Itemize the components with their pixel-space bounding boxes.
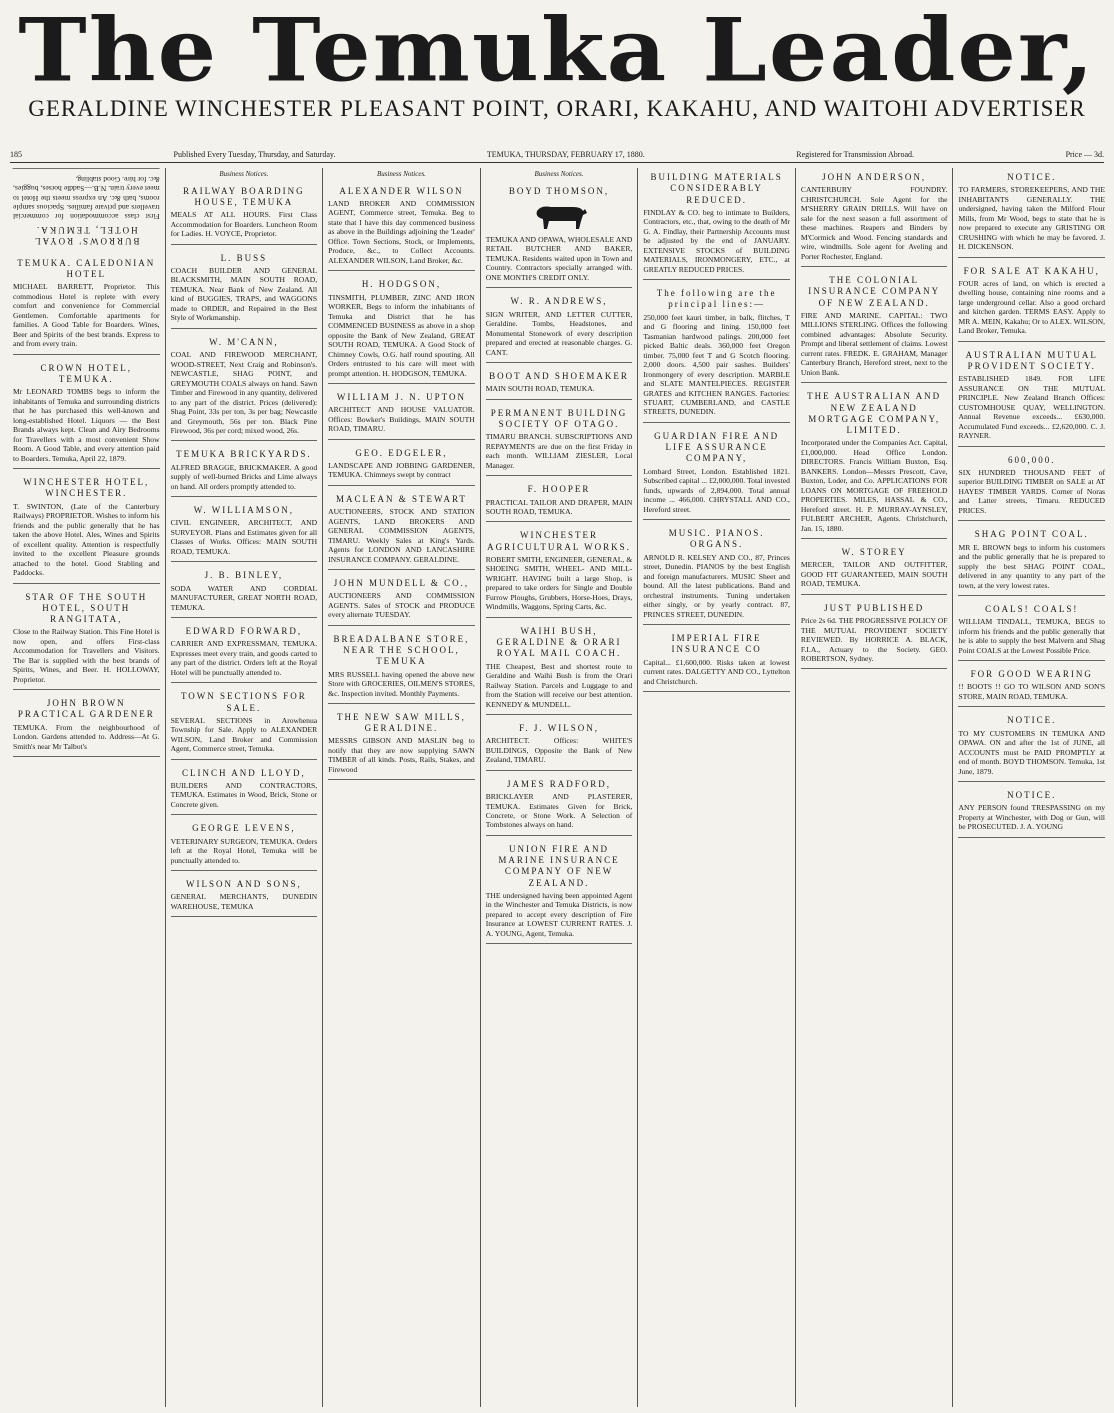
advertisement (643, 168, 790, 280)
ad-body: First class accommodation for commercial travellers and private families. Spacious sample rooms, bath &c. An express meets the Hotel to meet every train. N.B.—Saddle horses, buggies, &c. for hire. Good stabling. (13, 174, 160, 222)
ad-title: JOHN MUNDELL & CO., (333, 578, 470, 589)
ad-title: THE NEW SAW MILLS, GERALDINE. (336, 711, 466, 734)
advertisement (328, 182, 475, 272)
advertisement (801, 168, 948, 267)
ad-body: Mr LEONARD TOMBS begs to inform the inhabitants of Temuka and surrounding districts that he has purchased this well-known and long-established Hotel. Liquors — the Best Brands always kept. Clean and Airy Bedrooms for Travellers with a most convenient Show Room. A Good Table, and every attention paid to Boarders. Temuka, April 22, 1879. (13, 387, 160, 463)
advertisement (486, 182, 633, 289)
ad-body: ESTABLISHED 1849. FOR LIFE ASSURANCE ON THE MUTUAL PRINCIPLE. New Zealand Branch Offices: CUSTOMHOUSE QUAY, WELLINGTON. Annual Revenue exceeds... £630,000. Accumulated Fund exceeds... £2,620,000. C. J. RAYNER. (958, 374, 1106, 441)
advertisement (13, 473, 160, 583)
ad-body: GENERAL MERCHANTS, DUNEDIN WAREHOUSE, TEMUKA (170, 892, 318, 911)
ad-body: AUCTIONEERS, STOCK AND STATION AGENTS, LAND BROKERS AND GENERAL COMMISSION AGENTS, TIMARU. Weekly Sales at King's Yards. Agents for LONDON AND LANCASHIRE INSURANCE COMPANY. GERALDINE. (328, 507, 475, 564)
ad-title: F. HOOPER (527, 484, 591, 495)
column-4 (480, 168, 638, 1407)
ad-body: MESSRS GIBSON AND MASLIN beg to notify that they are now supplying SAWN TIMBER of all kinds. Posts, Rails, Stakes, and Firewood (328, 736, 475, 774)
newspaper-subtitle: GERALDINE WINCHESTER PLEASANT POINT, ORARI, KAKAHU, AND WAITOHI ADVERTISER (28, 96, 1086, 121)
ad-body: MRS RUSSELL having opened the above new Store with GROCERIES, OILMEN'S STORES, &c. Inspection invited. Monthly Payments. (328, 669, 475, 698)
ad-title: ALEXANDER WILSON (339, 185, 464, 196)
advertisement (171, 819, 318, 871)
ox-illustration (529, 201, 589, 231)
ad-body: CARRIER AND EXPRESSMAN, TEMUKA. Expresses meet every train, and goods carted to any part of the district. Orders left at the Royal Hotel will be punctually attended to. (170, 639, 318, 677)
ad-body: MEALS AT ALL HOURS. First Class Accommodation for Boarders. Luncheon Room for Ladies. H. VOYCE, Proprietor. (170, 210, 318, 239)
registration-notice: Registered for Transmission Abroad. (796, 150, 915, 159)
ad-title: CROWN HOTEL, TEMUKA. (40, 362, 133, 385)
ad-body: SIX HUNDRED THOUSAND FEET of superior BUILDING TIMBER on SALE at AT HAYES' TIMBER YARDS. Corner of Noras and Latter streets, Timaru. REDUCED PRICES. (958, 467, 1106, 515)
ad-title: GEORGE LEVENS, (192, 823, 296, 834)
column-3 (322, 168, 480, 1407)
advertisement (486, 840, 633, 944)
ad-title: FOR SALE AT KAKAHU, (963, 265, 1100, 276)
ad-body: T. SWINTON, (Late of the Canterbury Railways) PROPRIETOR. Wishes to inform his friends and the public generally that he has taken the above Hotel. Ales, Wines and Spirits of excellent quality. Attention is respectfully invited to the excellent Pleasure grounds attached to the hotel. Good Stabling and Paddocks. (13, 501, 160, 578)
ad-body: CIVIL ENGINEER, ARCHITECT, AND SURVEYOR. Plans and Estimates given for all Classes of Works. Offices: MAIN SOUTH ROAD, TEMUKA. (170, 518, 318, 556)
ad-title: COALS! COALS! (985, 604, 1079, 615)
ad-body: MICHAEL BARRETT, Proprietor. This commodious Hotel is replete with every comfort and convenience for Commercial Gentlemen. Comfortable apartments for families. A Good Table for Boarders. Wines, Beer and Spirits of the best brands. Express to and from every train. (13, 282, 160, 349)
ad-body: TEMUKA. From the neighbourhood of London. Gardens attended to. Address—At G. Smith's near Mr Talbot's (13, 722, 160, 751)
ad-title: J. B. BINLEY, (204, 570, 284, 581)
ad-title: F. J. WILSON, (519, 723, 599, 734)
ad-body: SEVERAL SECTIONS in Arowhenua Township for Sale. Apply to ALEXANDER WILSON, Land Broker and Commission Agent, Commerce street, Temuka. (170, 715, 318, 754)
ad-title: W. M'CANN, (209, 336, 279, 347)
dateline (10, 150, 1104, 163)
ad-title: BREADALBANE STORE, NEAR THE SCHOOL, TEMUKA (333, 633, 470, 667)
advertisement (13, 359, 160, 469)
ad-body: BRICKLAYER AND PLASTERER, TEMUKA. Estimates Given for Brick, Concrete, or Stone Work. A Selection of Tombstones always on hand. (485, 792, 633, 830)
advertisement (801, 387, 948, 539)
advertisement (486, 404, 633, 476)
advertisement (13, 168, 160, 250)
advertisement (958, 600, 1105, 661)
ad-body: LAND BROKER AND COMMISSION AGENT, Commerce street, Temuka. Beg to state that I have this day commenced business as above in the Buildings adjoining the 'Leader' Office. Town Sections, Stock, or Implements, Produce, &c., to Collect Accounts. ALEXANDER WILSON, Land Broker, &c. (328, 199, 475, 265)
place-date: TEMUKA, THURSDAY, FEBRUARY 17, 1880. (486, 150, 645, 159)
advertisement (13, 588, 160, 691)
ad-body: THE Cheapest, Best and shortest route to Geraldine and Waihi Bush is from the Orari Railway Station. Parcels and Luggage to and from the Station will receive our best attention. KENNEDY & MUNDELL. (485, 661, 633, 709)
ad-title: THE COLONIAL INSURANCE COMPANY OF NEW ZEALAND. (808, 275, 941, 308)
ad-body: SIGN WRITER, AND LETTER CUTTER, Geraldine. Tombs, Headstones, and Monumental Stonework of every description prepared and erected at reasonable charges. G. CANT. (485, 309, 633, 357)
ad-title: GUARDIAN FIRE AND LIFE ASSURANCE COMPANY, (654, 430, 780, 464)
ad-title: AUSTRALIAN MUTUAL PROVIDENT SOCIETY. (965, 349, 1098, 372)
masthead (0, 0, 1114, 121)
ad-body: Capital... £1,600,000. Risks taken at lowest current rates. DALGETTY AND CO., Lyttelton and Christchurch. (643, 657, 790, 686)
ad-body: TO MY CUSTOMERS IN TEMUKA AND OPAWA. ON and after the 1st of JUNE, all ACCOUNTS must be PAID PROMPTLY at end of month. BOYD THOMSON. Temuka, 1st June, 1879. (958, 728, 1106, 776)
columns-container (8, 168, 1110, 1407)
advertisement (486, 367, 633, 400)
ad-title: WINCHESTER HOTEL, WINCHESTER. (23, 477, 150, 499)
ad-title: WAIHI BUSH, GERALDINE & ORARI ROYAL MAIL COACH. (496, 625, 622, 659)
ad-body: Lombard Street, London. Established 1821. Subscribed capital ... £2,000,000. Total invested funds, upwards of 2,894,000. Total annual income ... 466,000. CHRYSTALL AND CO., Hereford street. (643, 466, 790, 514)
ad-body: COAL AND FIREWOOD MERCHANT, WOOD-STREET, Next Craig and Robinson's. NEWCASTLE, SHAG POINT, and GREYMOUTH COALS always on hand. Sawn Timber and Firewood in any quantity, delivered to any part of the district. Prices (delivered): Shag Point, 33s per ton, 3s per bag; Newcastle and Greymouth, 56s per ton. Black Pine Firewood, 36s per cord; mixed wood, 26s. (170, 350, 318, 435)
ad-title: H. HODGSON, (361, 279, 442, 290)
ad-title: W. R. ANDREWS, (510, 296, 608, 307)
column-5 (637, 168, 795, 1407)
ad-title: STAR OF THE SOUTH HOTEL, SOUTH RANGITATA, (25, 591, 148, 625)
ad-body: MR E. BROWN begs to inform his customers and the public generally that he is prepared to supply the best SHAG POINT COAL, delivered in any quantity to any part of the town, at the very lowest rates. (958, 542, 1106, 590)
advertisement (958, 786, 1105, 838)
ad-title: FOR GOOD WEARING (970, 669, 1093, 680)
column-1 (8, 168, 165, 1407)
publication-schedule: Published Every Tuesday, Thursday, and Saturday. (173, 150, 336, 159)
ad-title: WINCHESTER AGRICULTURAL WORKS. (487, 530, 631, 552)
ad-title: BUILDING MATERIALS CONSIDERABLY REDUCED. (650, 172, 783, 205)
issue-number: 185 (10, 150, 22, 159)
advertisement (643, 284, 790, 423)
ad-title: EDWARD FORWARD, (185, 626, 303, 637)
advertisement (171, 445, 318, 497)
advertisement (171, 182, 318, 245)
ad-title: BOOT AND SHOEMAKER (489, 371, 629, 382)
ad-title: BURROWS' ROYAL HOTEL, TEMUKA. (33, 224, 140, 246)
advertisement (486, 622, 633, 715)
ad-body: Close to the Railway Station. This Fine Hotel is now open, and offers First-class Accommodation for Travellers and Visitors. The Bar is supplied with the best brands of Spirits, Wines, and Beer. H. HOLLOWAY, Proprietor. (13, 627, 160, 684)
advertisement (486, 775, 633, 836)
ad-body: PRACTICAL TAILOR AND DRAPER, MAIN SOUTH ROAD, TEMUKA. (485, 497, 633, 516)
ad-title: TOWN SECTIONS FOR SALE. (180, 691, 307, 713)
advertisement (328, 275, 475, 384)
ad-body: THE undersigned having been appointed Agent in the Winchester and Temuka Districts, is now prepared to accept every description of Fire Insurance at LOWEST CURRENT RATES. J. A. YOUNG, Agent, Temuka. (485, 890, 633, 938)
advertisement (328, 574, 475, 626)
ad-title: SHAG POINT COAL. (974, 529, 1089, 540)
ad-body: FIRE AND MARINE. CAPITAL: TWO MILLIONS STERLING. Offices the following combined advantages: Absolute Security. Prompt and liberal settlement of claims. Lowest current rates. FREDK. E. GRAHAM, Manager Canterbury Branch, Hereford street, next to the Union Bank. (800, 310, 948, 377)
ad-body: TO FARMERS, STOREKEEPERS, AND THE INHABITANTS GENERALLY. THE undersigned, having taken the Milford Flour Mills, from Mr Wood, begs to state that he is now prepared to execute any GRISTING OR CRUSHING with which he may be favored. J. H. DICKENSON. (958, 185, 1106, 252)
advertisement (328, 708, 475, 780)
advertisement (958, 665, 1105, 707)
advertisement (171, 501, 318, 562)
advertisement (328, 490, 475, 570)
advertisement (958, 711, 1105, 782)
advertisement (486, 292, 633, 363)
ad-title: THE AUSTRALIAN AND NEW ZEALAND MORTGAGE COMPANY, LIMITED. (807, 391, 942, 436)
ad-body: MERCER, TAILOR AND OUTFITTER, GOOD FIT GUARANTEED, MAIN SOUTH ROAD, TEMUKA. (800, 560, 948, 589)
ad-body: WILLIAM TINDALL, TEMUKA, BEGS to inform his friends and the public generally that he is able to supply the best Malvern and Shag Point COALS at the Lowest Possible Price. (958, 617, 1106, 655)
column-7 (952, 168, 1110, 1407)
advertisement (958, 451, 1105, 522)
ad-body: CANTERBURY FOUNDRY. CHRISTCHURCH. Sole Agent for the M'SHERRY GRAIN DRILLS. Will have on sale for the next season a full assortment of these machines. Reapers and Binders by M'Cormick and Wood. Fencing standards and wire, windmills. Sole agent for Aveling and Porter Rochester, England. (800, 185, 948, 261)
advertisement (328, 388, 475, 440)
advertisement (801, 599, 948, 670)
business-notices-header: Business Notices. (219, 170, 269, 178)
advertisement (486, 719, 633, 771)
advertisement (171, 333, 318, 442)
column-2 (165, 168, 323, 1407)
ad-body: BUILDERS AND CONTRACTORS, TEMUKA. Estimates in Wood, Brick, Stone or Concrete given. (170, 780, 318, 809)
ad-body: ARCHITECT AND HOUSE VALUATOR. Offices: Bowker's Buildings, MAIN SOUTH ROAD, TIMARU. (328, 405, 475, 434)
ad-body: !! BOOTS !! GO TO WILSON AND SON'S STORE, MAIN ROAD, TEMUKA. (958, 682, 1106, 701)
advertisement (958, 262, 1105, 342)
ad-body: VETERINARY SURGEON, TEMUKA. Orders left at the Royal Hotel, Temuka will be punctually attended to. (170, 836, 318, 865)
advertisement (171, 566, 318, 618)
newspaper-title: The Temuka Leader, (18, 0, 1096, 102)
ad-title: WILLIAM J. N. UPTON (336, 392, 466, 402)
ad-body: TINSMITH, PLUMBER, ZINC AND IRON WORKER, Begs to inform the inhabitants of Temuka and District that he has COMMENCED BUSINESS as above in a shop opposite the Bank of New Zealand, GREAT SOUTH ROAD, TEMUKA. A Good Stock of Chimney Cowls, O.G. half round spouting. All Orders entrusted to his care will meet with prompt attention. H. HODGSON, TEMUKA. (328, 292, 475, 378)
ad-body: ANY PERSON found TRESPASSING on my Property at Winchester, with Dog or Gun, will be PROSECUTED. J. A. YOUNG (958, 803, 1106, 832)
ad-title: BOYD THOMSON, (508, 185, 610, 196)
ad-body: TIMARU BRANCH. SUBSCRIPTIONS AND REPAYMENTS are due on the first Friday in each month. WILLIAM ZIESLER, Local Manager. (485, 432, 633, 470)
ad-body: FOUR acres of land, on which is erected a dwelling house, containing nine rooms and a large underground cellar. Also a good orchard and kitchen garden. TERMS EASY. Apply to MR A. MEIN, Kakahu; Or to ALEX. WILSON, Land Broker, Temuka. (958, 278, 1106, 336)
ad-title: MUSIC. PIANOS. ORGANS. (668, 528, 765, 550)
ad-title: WILSON AND SONS, (185, 879, 302, 890)
ad-title: JUST PUBLISHED (824, 602, 925, 613)
ad-title: IMPERIAL FIRE INSURANCE CO (671, 633, 762, 655)
ad-title: 600,000. (1008, 454, 1056, 465)
ad-title: W. WILLIAMSON, (193, 505, 294, 516)
advertisement (643, 524, 790, 625)
advertisement (801, 271, 948, 383)
ad-body: 250,000 feet kauri timber, in balk, flitches, T and G flooring and lining. 150,000 feet Tasmanian hardwood palings. 200,000 feet picked Baltic deals. 360,000 feet Oregon timber. 75,000 feet T and G Scotch flooring. 2,000 doors. 4,500 pair sashes. Builders' Ironmongery of every description. MARBLE and SLATE MANTELPIECES. REGISTER GRATES and KITCHEN RANGES. Factories: STUART, CUMBERLAND, and CASTLE STREETS, DUNEDIN. (643, 312, 790, 417)
ad-body: SODA WATER AND CORDIAL MANUFACTURER, GREAT NORTH ROAD, TEMUKA. (170, 583, 318, 612)
ad-body: ARCHITECT. Offices: WHITE'S BUILDINGS, Opposite the Bank of New Zealand, TIMARU. (485, 736, 633, 765)
advertisement (13, 254, 160, 355)
advertisement (171, 764, 318, 816)
column-6 (795, 168, 953, 1407)
ad-title: NOTICE. (1007, 790, 1057, 801)
ad-body: ARNOLD R. KELSEY AND CO., 87, Princes street, Dunedin. PIANOS by the best English and foreign manufacturers. MUSIC Sheet and bound. All the latest publications. Band and orchestral instruments. Tuning undertaken either singly, or by yearly contract. 87, PRINCES STREET, DUNEDIN. (643, 552, 790, 619)
advertisement (801, 543, 948, 595)
ad-title: PERMANENT BUILDING SOCIETY OF OTAGO. (490, 407, 628, 430)
advertisement (958, 346, 1105, 447)
advertisement (643, 629, 790, 692)
ad-title: The following are the principal lines:— (656, 288, 777, 310)
ad-title: RAILWAY BOARDING HOUSE, TEMUKA (183, 185, 305, 207)
ad-title: W. STOREY (841, 547, 907, 558)
ad-body: TEMUKA AND OPAWA, WHOLESALE AND RETAIL BUTCHER AND BAKER, TEMUKA. Residents waited upon in Town and Country. Contractors specially arranged with. ONE MONTH'S CREDIT ONLY. (485, 235, 633, 282)
ad-title: GEO. EDGELER, (355, 447, 448, 458)
ad-title: CLINCH AND LLOYD, (181, 767, 306, 778)
advertisement (171, 622, 318, 683)
advertisement (958, 168, 1105, 258)
advertisement (171, 249, 318, 329)
advertisement (486, 526, 633, 617)
advertisement (328, 444, 475, 486)
ad-title: TEMUKA BRICKYARDS. (176, 449, 312, 460)
ad-title: NOTICE. (1007, 715, 1057, 726)
ad-body: Incorporated under the Companies Act. Capital, £1,000,000. Head Office London. DIRECTORS. Francis William Buxton, Esq. BANKERS. London—Messrs Prescott, Cave, Buxton, Loder, and Co. APPLICATIONS FOR LOANS ON MORTGAGE OF FREEHOLD PROPERTIES. MILES, HASSAL & CO., Hereford street. H. P. MURRAY-AYNSLEY, FULBERT ARCHER, Agents. Christchurch, Jan. 15, 1880. (800, 438, 948, 533)
ad-body: MAIN SOUTH ROAD, TEMUKA. (485, 384, 595, 394)
ad-body: LANDSCAPE AND JOBBING GARDENER, TEMUKA. Chimneys swept by contract (328, 460, 475, 480)
ad-title: MACLEAN & STEWART (335, 493, 467, 504)
ad-title: TEMUKA. CALEDONIAN HOTEL (17, 257, 156, 280)
advertisement (643, 427, 790, 520)
ad-title: UNION FIRE AND MARINE INSURANCE COMPANY OF NEW ZEALAND. (498, 843, 620, 888)
ad-title: JOHN BROWN PRACTICAL GARDENER (17, 698, 155, 720)
ad-title: L. BUSS (220, 252, 268, 263)
ad-body: AUCTIONEERS AND COMMISSION AGENTS. Sales of STOCK and PRODUCE every alternate TUESDAY. (328, 591, 475, 620)
advertisement (958, 525, 1105, 596)
advertisement (171, 875, 318, 917)
business-notices-header: Business Notices. (376, 170, 426, 178)
advertisement (486, 480, 633, 522)
ad-body: ROBERT SMITH, ENGINEER, GENERAL, & SHOEING SMITH, WHEEL- AND MILL-WRIGHT. HAVING built a large Shop, is prepared to take orders for Single and Double Furrow Ploughs, Grubbers, Horse-Hoes, Drays, Windmills, Waggons, Spring Carts, &c. (485, 554, 633, 612)
business-notices-header: Business Notices. (534, 170, 584, 178)
price: Price — 3d. (1065, 150, 1104, 159)
advertisement (328, 630, 475, 704)
ad-title: JAMES RADFORD, (507, 778, 612, 789)
advertisement (171, 687, 318, 759)
ad-body: FINDLAY & CO. beg to intimate to Builders, Contractors, etc., that, owing to the death of Mr G. A. Findlay, their Partnership Accounts must be adjusted by the end of JANUARY. EXTENSIVE STOCKS of BUILDING MATERIALS, IRONMONGERY, ETC., at GREATLY REDUCED PRICES. (643, 207, 790, 274)
ad-body: Price 2s 6d. THE PROGRESSIVE POLICY OF THE MUTUAL PROVIDENT SOCIETY REVIEWED. By HORRICE A. BLACK, F.I.A., Actuary to the Society. GEO. ROBERTSON, Sydney. (800, 616, 948, 663)
ad-title: NOTICE. (1007, 172, 1057, 182)
advertisement (13, 694, 160, 757)
ad-body: ALFRED BRAGGE, BRICKMAKER. A good supply of well-burned Bricks and Lime always on hand. All orders promptly attended to. (170, 462, 318, 491)
ad-title: JOHN ANDERSON, (822, 172, 927, 182)
ad-body: COACH BUILDER AND GENERAL BLACKSMITH, MAIN SOUTH ROAD, TEMUKA. Near Bank of New Zealand. All kind of BUGGIES, TRAPS, and WAGGONS made to ORDER, and Repaired in the Best Style of Workmanship. (170, 265, 318, 323)
